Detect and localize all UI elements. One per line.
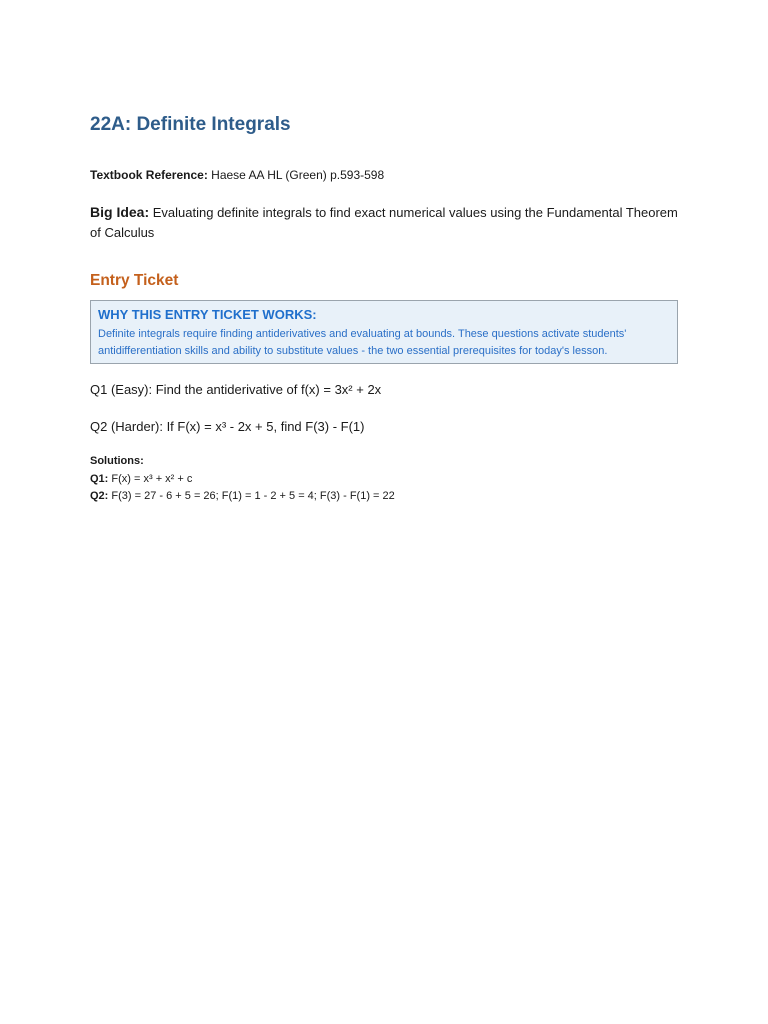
lesson-title: 22A: Definite Integrals [90,114,291,135]
entry-ticket-callout [90,300,678,364]
entry-ticket-heading: Entry Ticket [90,272,179,289]
solution-1 [90,471,395,489]
textbook-reference-value: Haese AA HL (Green) p.593-598 [211,168,385,182]
callout-body: Definite integrals require finding antiderivatives and evaluating at bounds. These questions activate students' antidifferentiation skills and ability to substitute values - the two essential prerequisites for today's lesson. [98,328,627,357]
solutions-block [90,453,395,506]
callout-title: WHY THIS ENTRY TICKET WORKS: [98,307,317,322]
solution-2-label: Q2: [90,490,109,502]
solution-2-text: F(3) = 27 - 6 + 5 = 26; F(1) = 1 - 2 + 5 = 4; F(3) - F(1) = 22 [111,490,395,502]
question-2: Q2 (Harder): If F(x) = x³ - 2x + 5, find F(3) - F(1) [90,419,365,434]
solution-1-label: Q1: [90,472,109,485]
textbook-reference-label: Textbook Reference: [90,168,208,182]
question-1: Q1 (Easy): Find the antiderivative of f(x) = 3x² + 2x [90,382,382,397]
textbook-reference [90,168,384,182]
solutions-label [90,453,395,471]
solution-1-text: F(x) = x³ + x² + c [111,472,193,485]
big-idea [90,202,678,243]
big-idea-text: Evaluating definite integrals to find exact numerical values using the Fundamental Theorem of Calculus [90,205,678,240]
solution-2 [90,488,395,506]
big-idea-label: Big Idea: [90,204,150,220]
solutions-label-text: Solutions: [90,455,144,467]
